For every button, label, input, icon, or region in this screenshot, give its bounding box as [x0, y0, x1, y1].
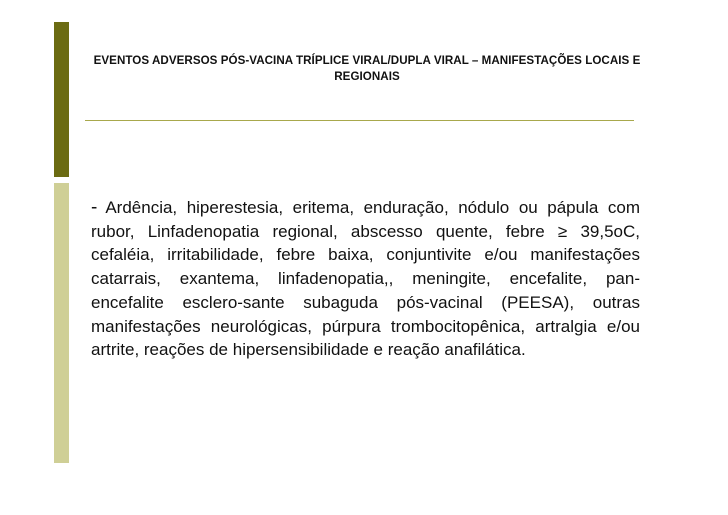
- slide-title: EVENTOS ADVERSOS PÓS-VACINA TRÍPLICE VIRAL/DUPLA VIRAL – MANIFESTAÇÕES LOCAIS E REGIONAIS: [93, 54, 641, 83]
- bullet-text: Ardência, hiperestesia, eritema, enduração, nódulo ou pápula com rubor, Linfadenopatia regional, abscesso quente, febre ≥ 39,5oC, cefaléia, irritabilidade, febre baixa, conjuntivite e/ou manifestações catarrais, exantema, linfadenopatia,, meningite, encefalite, pan-encefalite esclero-sante subaguda pós-vacinal (PEESA), outras manifestações neurológicas, púrpura trombocitopênica, artralgia e/ou artrite, reações de hipersensibilidade e reação anafilática.: [91, 198, 640, 360]
- accent-bar-dark: [54, 22, 69, 177]
- title-divider: [85, 120, 634, 121]
- bullet-marker: -: [91, 197, 98, 218]
- accent-bar-light: [54, 183, 69, 463]
- bullet-paragraph: [91, 196, 640, 362]
